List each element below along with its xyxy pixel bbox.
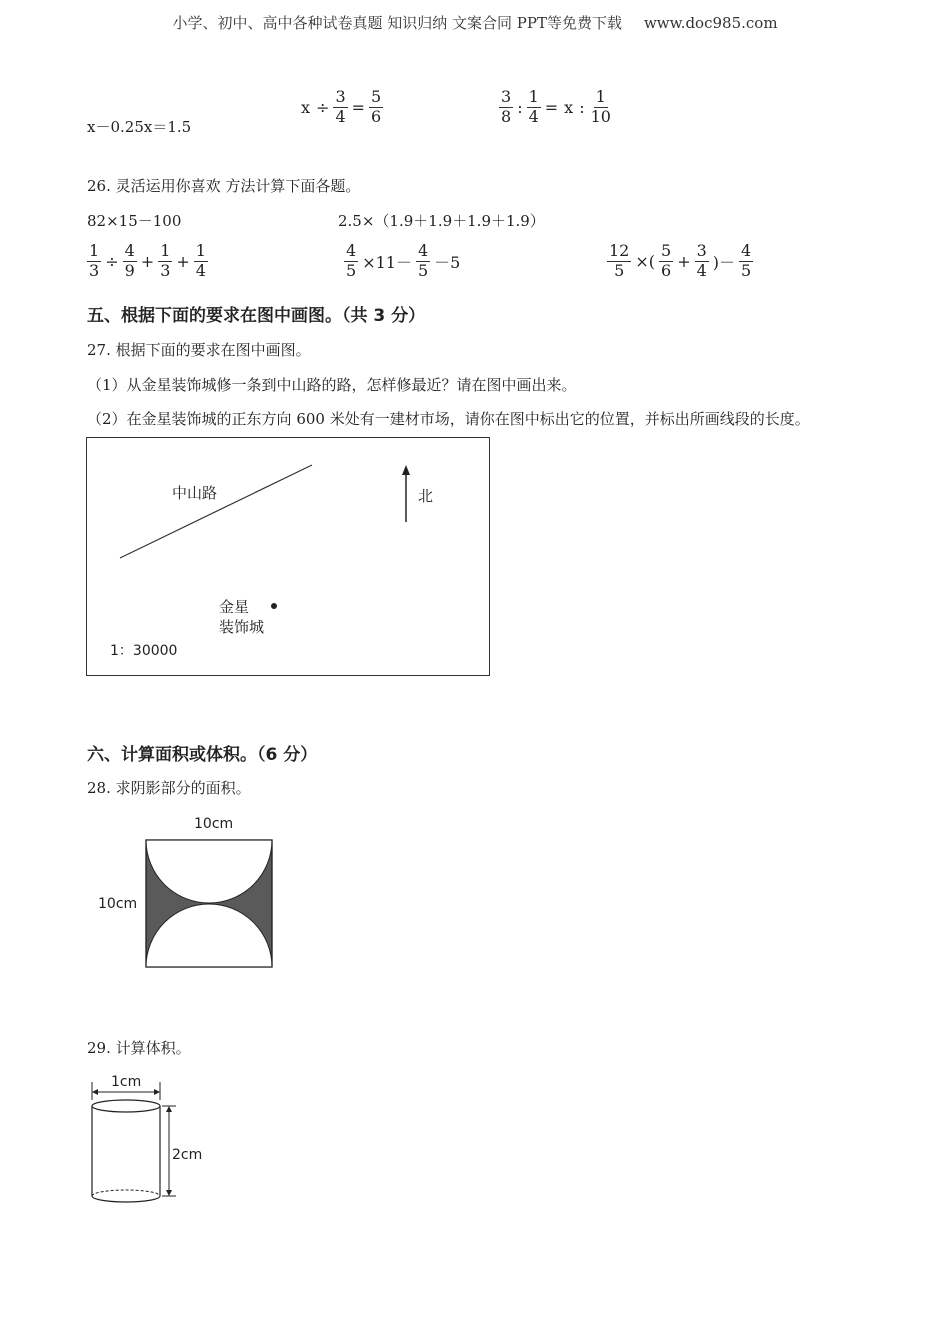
shaded-area-figure bbox=[92, 810, 282, 972]
place-label-2: 装饰城 bbox=[219, 618, 265, 636]
q26c-frac2: $\frac{4}{9}$ bbox=[124, 241, 135, 280]
q29-title: 29. 计算体积。 bbox=[87, 1039, 191, 1057]
cylinder-bottom-back bbox=[92, 1190, 160, 1196]
q26-a: 82×15－100 bbox=[87, 212, 182, 230]
eq2-x: x bbox=[301, 97, 311, 117]
cylinder-bottom-front bbox=[92, 1196, 160, 1202]
eq3-colon: : bbox=[517, 97, 523, 117]
q26-c bbox=[86, 243, 209, 280]
top-dimension: 10cm bbox=[194, 816, 234, 832]
diameter-label: 1cm bbox=[111, 1074, 142, 1090]
q26-b: 2.5×（1.9＋1.9＋1.9＋1.9） bbox=[338, 212, 545, 230]
eq2-frac2: $\frac{5}{6}$ bbox=[371, 87, 382, 126]
q26c-plus1: + bbox=[140, 251, 155, 271]
q27-title: 27. 根据下面的要求在图中画图。 bbox=[87, 341, 311, 359]
q26-title: 26. 灵活运用你喜欢 方法计算下面各题。 bbox=[87, 177, 361, 195]
eq2-frac1: $\frac{3}{4}$ bbox=[335, 87, 346, 126]
q26c-plus2: + bbox=[176, 251, 190, 271]
q26e-frac4: $\frac{4}{5}$ bbox=[741, 241, 752, 280]
left-dimension: 10cm bbox=[98, 896, 138, 912]
q26d-frac2: $\frac{4}{5}$ bbox=[417, 241, 429, 280]
height-arrow-top-icon bbox=[166, 1106, 172, 1112]
q26e-plus: + bbox=[677, 251, 691, 271]
q26-d bbox=[343, 243, 463, 280]
map-frame bbox=[87, 438, 490, 676]
north-label: 北 bbox=[418, 487, 434, 505]
q26d-times: ×11－ bbox=[362, 252, 412, 272]
eq2-div: ÷ bbox=[316, 97, 330, 117]
q26e-times: ×( bbox=[635, 251, 656, 271]
diameter-arrow-right-icon bbox=[154, 1089, 160, 1095]
q26c-frac3: $\frac{1}{3}$ bbox=[160, 241, 171, 280]
header-site: www.doc985.com bbox=[643, 14, 778, 32]
q26e-close: )－ bbox=[712, 252, 736, 272]
eq3-frac3: $\frac{1}{10}$ bbox=[590, 87, 611, 126]
eq3-x: x bbox=[564, 97, 574, 117]
header-text: 小学、初中、高中各种试卷真题 知识归纳 文案合同 PPT等免费下载 bbox=[172, 14, 622, 32]
equation-3 bbox=[498, 89, 614, 126]
page-header bbox=[0, 12, 950, 33]
section-5-heading: 五、根据下面的要求在图中画图。（共 3 分） bbox=[87, 306, 426, 326]
q26-e bbox=[606, 243, 754, 280]
equation-1: x－0.25x＝1.5 bbox=[87, 118, 192, 136]
q26e-frac2: $\frac{5}{6}$ bbox=[661, 241, 672, 280]
q26e-frac3: $\frac{3}{4}$ bbox=[696, 241, 707, 280]
cylinder-top bbox=[92, 1100, 160, 1112]
height-arrow-bottom-icon bbox=[166, 1190, 172, 1196]
jinxing-point-icon bbox=[271, 603, 277, 609]
map-scale: 1：30000 bbox=[110, 643, 178, 659]
q26e-frac1: $\frac{12}{5}$ bbox=[609, 241, 630, 280]
q26c-frac4: $\frac{1}{4}$ bbox=[195, 241, 206, 280]
q26c-frac1: $\frac{1}{3}$ bbox=[89, 241, 100, 280]
q28-title: 28. 求阴影部分的面积。 bbox=[87, 779, 251, 797]
q26d-tail: －5 bbox=[434, 252, 461, 272]
eq2-equals: = bbox=[351, 97, 366, 117]
road-label: 中山路 bbox=[172, 484, 218, 502]
q27-part2: （2）在金星装饰城的正东方向 600 米处有一建材市场，请你在图中标出它的位置，并标出所画线段的长度。 bbox=[87, 410, 810, 428]
equation-2 bbox=[298, 89, 384, 126]
q26c-div: ÷ bbox=[105, 251, 119, 271]
map-figure bbox=[86, 437, 491, 678]
place-label-1: 金星 bbox=[219, 598, 250, 616]
cylinder-figure bbox=[84, 1068, 214, 1208]
eq3-frac2: $\frac{1}{4}$ bbox=[528, 87, 539, 126]
diameter-arrow-left-icon bbox=[92, 1089, 98, 1095]
eq3-frac1: $\frac{3}{8}$ bbox=[501, 87, 512, 126]
q27-part1: （1）从金星装饰城修一条到中山路的路，怎样修最近？请在图中画出来。 bbox=[87, 376, 577, 394]
eq3-equals: = bbox=[544, 97, 559, 117]
eq3-colon2: : bbox=[579, 97, 585, 117]
q26d-frac1: $\frac{4}{5}$ bbox=[346, 241, 357, 280]
height-label: 2cm bbox=[172, 1147, 203, 1163]
section-6-heading: 六、计算面积或体积。（6 分） bbox=[87, 745, 318, 765]
